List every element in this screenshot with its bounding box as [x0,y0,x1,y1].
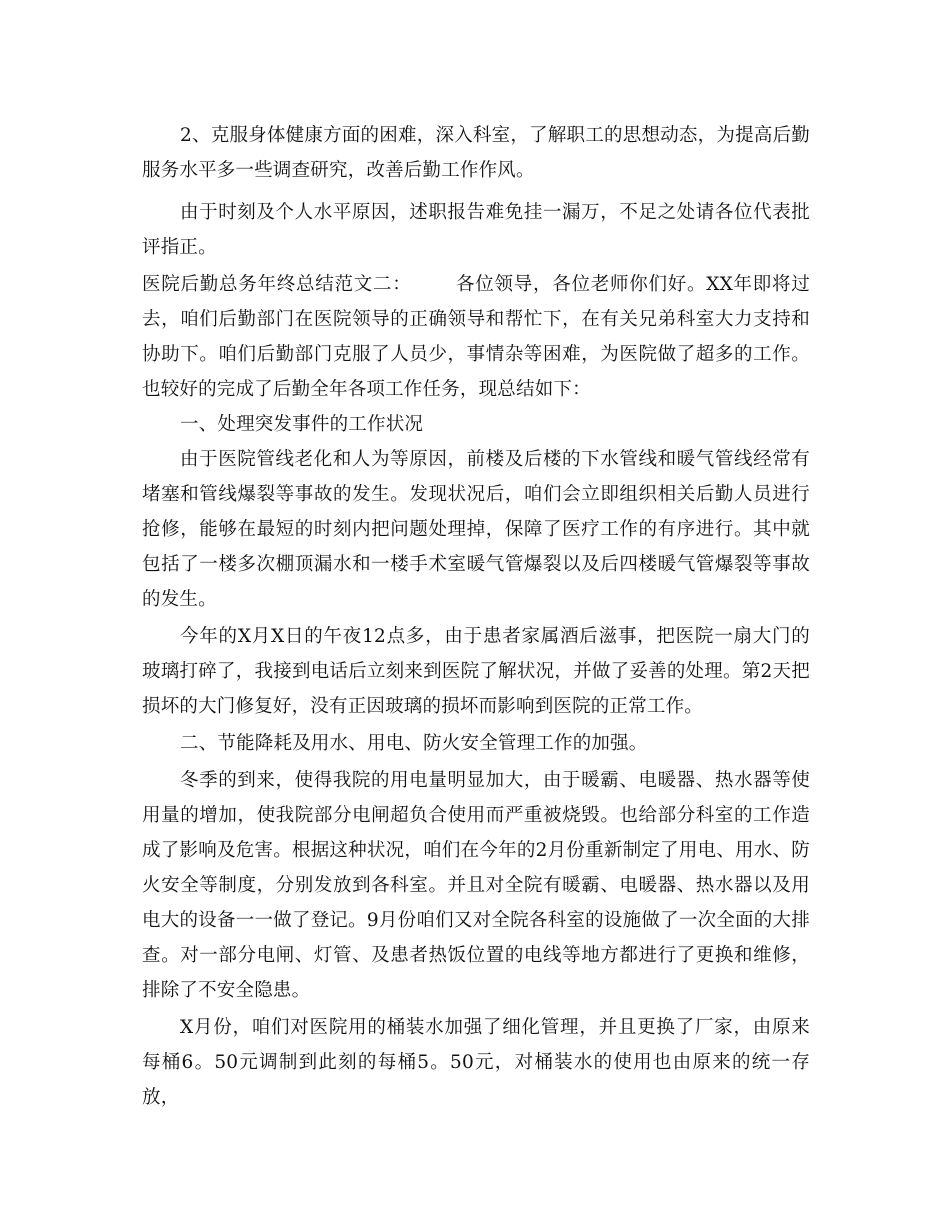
paragraph-apology [142,195,810,265]
paragraph-text: 冬季的到来，使得我院的用电量明显加大，由于暖霸、电暖器、热水器等使用量的增加，使我院部分电闸超负合使用而严重被烧毁。也给部分科室的工作造成了影响及危害。根据这种状况，咱们在今年的2月份重新制定了用电、用水、防火安全等制度，分别发放到各科室。并且对全院有暖霸、电暖器、热水器以及用电大的设备一一做了登记。9月份咱们又对全院各科室的设施做了一次全面的大排查。对一部分电闸、灯管、及患者热饭位置的电线等地方都进行了更换和维修，排除了不安全隐患。 [142,770,810,1001]
paragraph-glass-door-incident [142,619,810,724]
paragraph-text: 由于医院管线老化和人为等原因，前楼及后楼的下水管线和暖气管线经常有堵塞和管线爆裂等事故的发生。发现状况后，咱们会立即组织相关后勤人员进行抢修，能够在最短的时刻内把问题处理掉，保障了医疗工作的有序进行。其中就包括了一楼多次棚顶漏水和一楼手术室暖气管爆裂以及后四楼暖气管爆裂等事故的发生。 [142,449,810,610]
paragraph-overcome-difficulties [142,118,810,188]
section-heading-energy-safety [142,726,810,761]
paragraph-text: 各位领导，各位老师你们好。XX年即将过去，咱们后勤部门在医院领导的正确领导和帮忙下，在有关兄弟科室大力支持和协助下。咱们后勤部门克服了人员少，事情杂等困难，为医院做了超多的工作。也较好的完成了后勤全年各项工作任务，现总结如下： [142,274,810,400]
paragraph-text: 一、处理突发事件的工作状况 [180,414,424,435]
article-title: 医院后勤总务年终总结范文二： [142,274,412,295]
paragraph-text: 今年的X月X日的午夜12点多，由于患者家属酒后滋事，把医院一扇大门的玻璃打碎了，我接到电话后立刻来到医院了解状况，并做了妥善的处理。第2天把损坏的大门修复好，没有正因玻璃的损坏而影响到医院的正常工作。 [142,626,810,717]
paragraph-bottled-water [142,1010,810,1115]
paragraph-text: X月份，咱们对医院用的桶装水加强了细化管理，并且更换了厂家，由原来每桶6。50元调制到此刻的每桶5。50元，对桶装水的使用也由原来的统一存放， [142,1017,810,1108]
paragraph-electricity-management [142,763,810,1008]
document-body [142,118,810,1115]
paragraph-text: 二、节能降耗及用水、用电、防火安全管理工作的加强。 [180,733,648,754]
paragraph-text: 由于时刻及个人水平原因，述职报告难免挂一漏万，不足之处请各位代表批评指正。 [142,202,810,258]
section-heading-emergency [142,407,810,442]
paragraph-article-two-intro [142,267,810,407]
paragraph-pipeline-repairs [142,442,810,617]
paragraph-text: 2、克服身体健康方面的困难，深入科室，了解职工的思想动态，为提高后勤服务水平多一些调查研究，改善后勤工作作风。 [142,125,810,181]
